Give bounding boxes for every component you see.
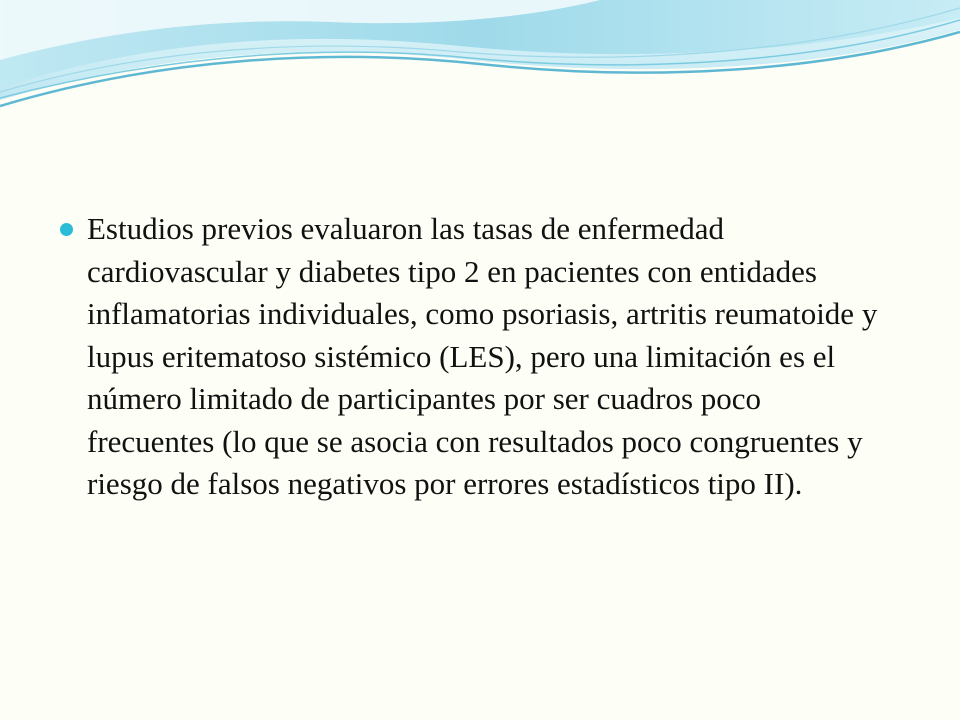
bullet-dot-icon xyxy=(60,223,73,236)
header-wave-decoration xyxy=(0,0,960,120)
bullet-item xyxy=(60,208,900,506)
bullet-text: Estudios previos evaluaron las tasas de enfermedad cardiovascular y diabetes tipo 2 en pacientes con entidades inflamatorias individuales, como psoriasis, artritis reumatoide y lupus eritematoso sistémico (LES), pero una limitación es el número limitado de participantes por ser cuadros poco frecuentes (lo que se asocia con resultados poco congruentes y riesgo de falsos negativos por errores estadísticos tipo II). xyxy=(87,211,878,501)
slide-body xyxy=(60,208,900,506)
